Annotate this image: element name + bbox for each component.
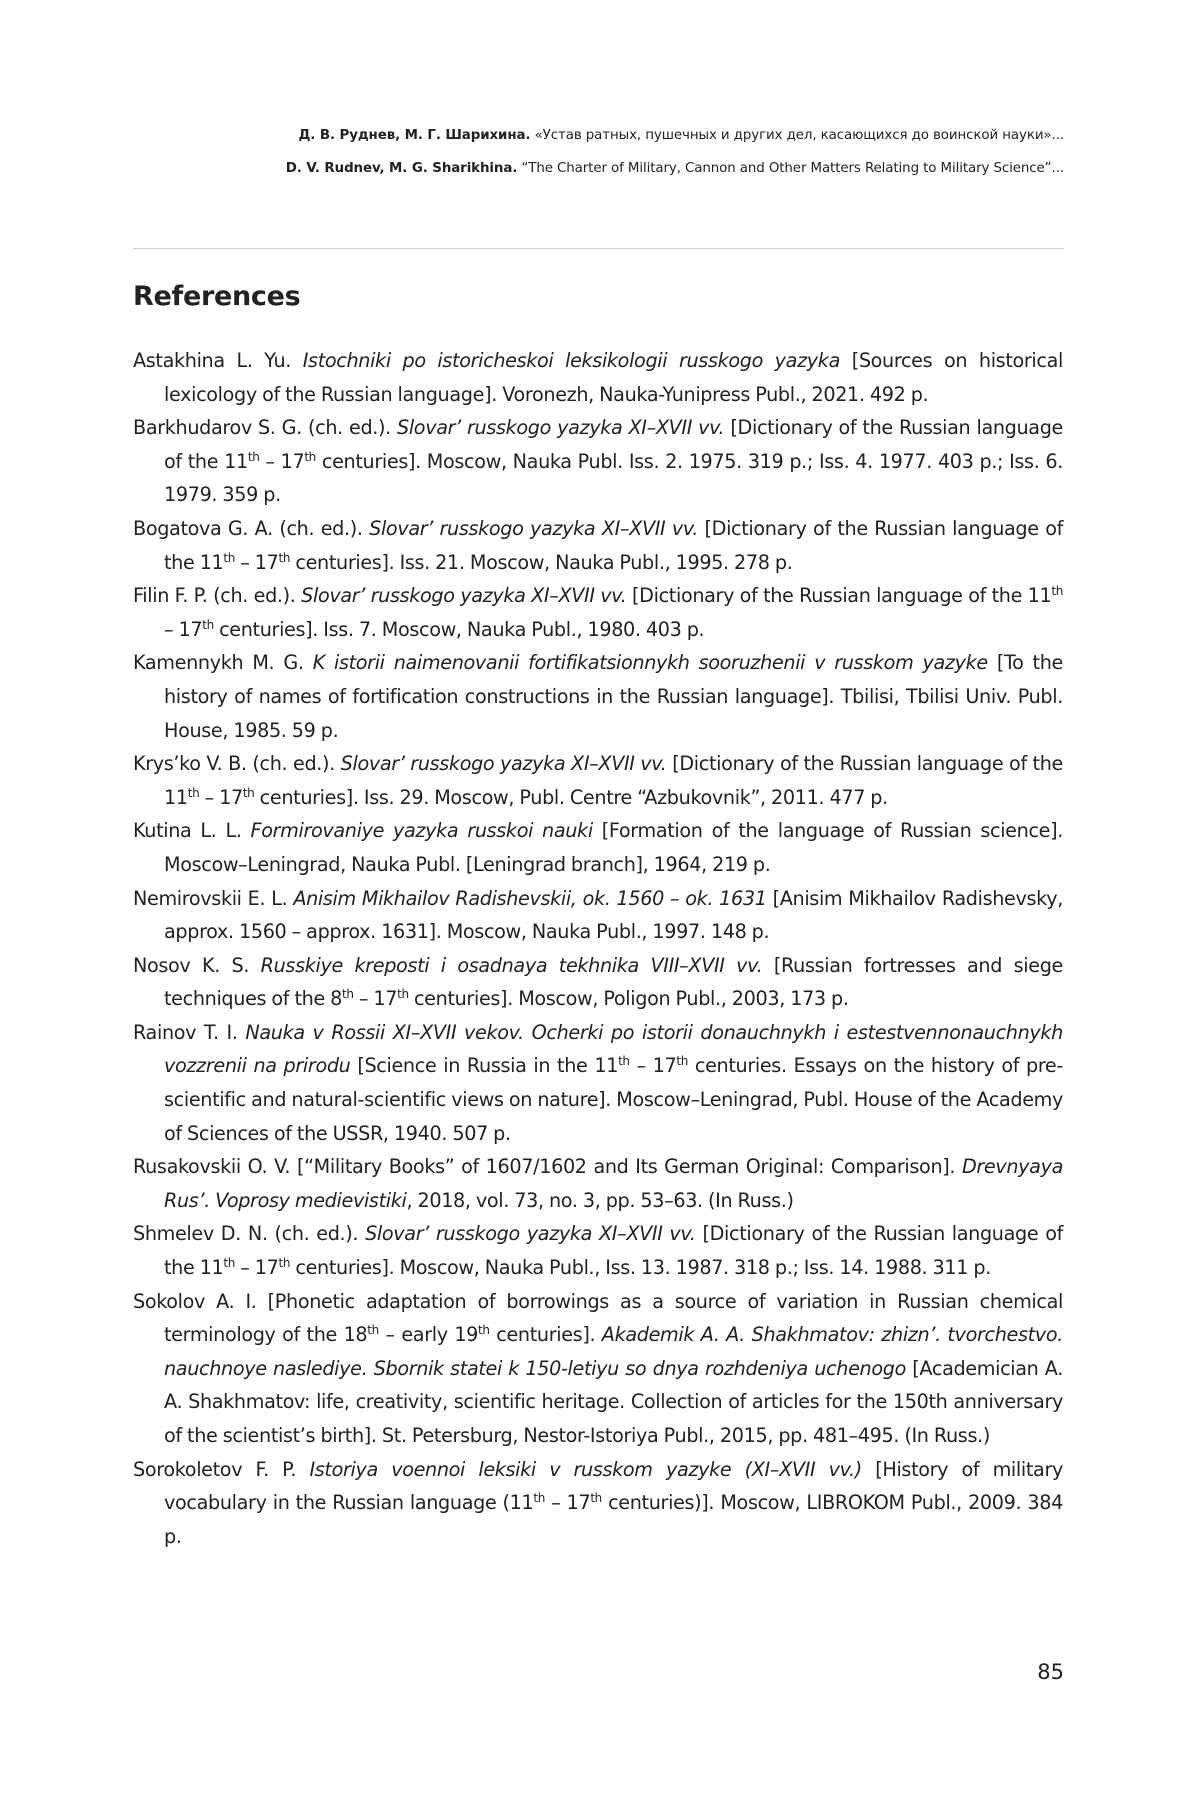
running-head-russian <box>133 126 1064 146</box>
reference-text: – 17 <box>545 1491 591 1515</box>
header-divider <box>133 248 1064 249</box>
reference-text: – 17 <box>259 449 305 473</box>
reference-text: Krys’ko V. B. (ch. ed.). <box>133 752 341 776</box>
reference-entry <box>133 814 1063 881</box>
reference-entry <box>133 1453 1063 1554</box>
reference-entry <box>133 344 1063 411</box>
reference-superscript: th <box>278 550 291 565</box>
reference-text: [Formation of the language of Russian science]. Moscow–Leningrad, Nauka Publ. [Leningrad branch], 1964, 219 p. <box>164 819 1063 876</box>
reference-entry <box>133 512 1063 579</box>
reference-entry <box>133 1217 1063 1284</box>
reference-text: – 17 <box>353 987 398 1011</box>
page-number: 85 <box>1037 1660 1064 1684</box>
reference-superscript: th <box>533 1491 546 1505</box>
reference-text: Sorokoletov F. P. <box>133 1457 310 1481</box>
reference-superscript: th <box>223 550 236 565</box>
reference-text: Kamennykh M. G. <box>133 651 313 675</box>
reference-text: Bogatova G. A. (ch. ed.). <box>133 516 370 540</box>
reference-entry <box>133 1150 1063 1217</box>
reference-text: [Dictionary of the Russian language of the 11 <box>164 416 1063 473</box>
reference-italic-title: Drevnyaya Rus’. Voprosy medievistiki <box>164 1155 1063 1212</box>
reference-superscript: th <box>242 785 255 800</box>
reference-text: centuries]. Iss. 29. Moscow, Publ. Centre “Azbukovnik”, 2011. 477 p. <box>254 785 888 809</box>
reference-text: Rainov T. I. <box>133 1020 246 1044</box>
reference-text: – 17 <box>629 1054 677 1078</box>
reference-italic-title: Formirovaniye yazyka russkoi nauki <box>250 819 593 843</box>
reference-superscript: th <box>187 785 200 800</box>
reference-text: [Dictionary of the Russian language of the 11 <box>164 1222 1063 1280</box>
running-head-en-title: “The Charter of Military, Cannon and Other Matters Relating to Military Science”... <box>521 161 1064 176</box>
running-head-en-authors: D. V. Rudnev, M. G. Sharikhina. <box>285 161 518 176</box>
reference-text: [To the history of names of fortification constructions in the Russian language]. Tbilisi, Tbilisi Univ. Publ. House, 1985. 59 p. <box>164 651 1063 742</box>
reference-entry <box>133 949 1063 1016</box>
reference-text: [Dictionary of the Russian language of the 11 <box>164 752 1064 809</box>
reference-text: [Science in Russia in the 11 <box>350 1054 619 1078</box>
reference-text: [Academician A. A. Shakhmatov: life, creativity, scientific heritage. Collection of articles for the 150th anniversary of the scientist’s birth]. St. Petersburg, Nestor-Istoriya Publ., 2015, pp. 481–495. (In Russ.) <box>164 1356 1063 1447</box>
reference-text: centuries)]. Moscow, LIBROKOM Publ., 2009. 384 p. <box>164 1491 1063 1548</box>
reference-text: centuries]. <box>489 1323 602 1347</box>
reference-italic-title: Slovar’ russkogo yazyka XI–XVII vv. <box>369 516 699 540</box>
running-head-english <box>133 159 1064 179</box>
reference-italic-title: Slovar’ russkogo yazyka XI–XVII vv. <box>301 584 627 608</box>
reference-superscript: th <box>367 1323 379 1338</box>
reference-italic-title: Russkiye kreposti i osadnaya tekhnika VIII–XVII vv. <box>260 953 763 977</box>
reference-text: [Sources on historical lexicology of the Russian language]. Voronezh, Nauka-Yunipress Publ., 2021. 492 p. <box>164 349 1064 406</box>
reference-text: Astakhina L. Yu. <box>133 349 303 372</box>
reference-superscript: th <box>590 1491 602 1505</box>
reference-text: centuries]. Moscow, Poligon Publ., 2003, 173 p. <box>408 987 849 1011</box>
reference-text: Barkhudarov S. G. (ch. ed.). <box>133 416 397 440</box>
reference-italic-title: Slovar’ russkogo yazyka XI–XVII vv. <box>365 1222 696 1246</box>
reference-superscript: th <box>202 617 214 632</box>
reference-text: – 17 <box>235 550 279 574</box>
reference-superscript: th <box>342 987 354 1002</box>
reference-italic-title: Istochniki po istoricheskoi leksikologii russkogo yazyka <box>302 349 840 372</box>
reference-text: – early 19 <box>378 1323 479 1347</box>
reference-entry <box>133 747 1063 814</box>
reference-superscript: th <box>223 1255 236 1270</box>
reference-italic-title: Akademik A. A. Shakhmatov: zhizn’. tvorchestvo. nauchnoye naslediye. Sbornik statei k 150-letiyu so dnya rozhdeniya uchenogo <box>164 1323 1063 1380</box>
reference-text: [Anisim Mikhailov Radishevsky, approx. 1560 – approx. 1631]. Moscow, Nauka Publ., 1997. 148 p. <box>164 886 1063 944</box>
references-heading: References <box>133 281 301 312</box>
reference-italic-title: Istoriya voennoi leksiki v russkom yazyke (XI–XVII vv.) <box>309 1457 862 1481</box>
reference-text: [Russian fortresses and siege techniques of the 8 <box>164 953 1063 1011</box>
reference-entry <box>133 882 1063 949</box>
reference-text: Nosov K. S. <box>133 953 261 977</box>
reference-text: , 2018, vol. 73, no. 3, pp. 53–63. (In Russ.) <box>406 1188 794 1212</box>
reference-superscript: th <box>247 449 260 464</box>
reference-text: centuries]. Moscow, Nauka Publ. Iss. 2. 1975. 319 p.; Iss. 4. 1977. 403 p.; Iss. 6. 1979. 359 p. <box>164 449 1064 507</box>
reference-text: [History of military vocabulary in the Russian language (11 <box>164 1457 1063 1515</box>
reference-entry <box>133 579 1063 646</box>
reference-superscript: th <box>1051 583 1063 598</box>
reference-text: [Dictionary of the Russian language of the 11 <box>626 584 1052 608</box>
reference-text: – 17 <box>164 617 203 641</box>
reference-text: Shmelev D. N. (ch. ed.). <box>133 1222 366 1246</box>
reference-italic-title: K istorii naimenovanii fortifikatsionnykh sooruzhenii v russkom yazyke <box>312 651 988 675</box>
reference-entry <box>133 1285 1063 1453</box>
reference-text: Sokolov A. I. [Phonetic adaptation of borrowings as a source of variation in Russian chemical terminology of the 18 <box>133 1289 1063 1347</box>
reference-text: centuries]. Iss. 7. Moscow, Nauka Publ., 1980. 403 p. <box>213 617 705 641</box>
reference-text: – 17 <box>199 785 243 809</box>
reference-text: [Dictionary of the Russian language of the 11 <box>164 516 1063 574</box>
reference-superscript: th <box>676 1054 689 1069</box>
reference-entry <box>133 411 1063 512</box>
reference-text: centuries]. Iss. 21. Moscow, Nauka Publ., 1995. 278 p. <box>290 550 793 574</box>
reference-superscript: th <box>618 1054 630 1069</box>
reference-italic-title: Slovar’ russkogo yazyka XI–XVII vv. <box>397 416 725 440</box>
running-head-ru-title: «Устав ратных, пушечных и других дел, касающихся до воинской науки»... <box>534 128 1064 143</box>
reference-text: Filin F. P. (ch. ed.). <box>133 584 302 608</box>
reference-superscript: th <box>397 987 409 1002</box>
reference-superscript: th <box>478 1323 490 1338</box>
reference-italic-title: Anisim Mikhailov Radishevskii, ok. 1560 – ok. 1631 <box>293 886 767 910</box>
reference-entry <box>133 646 1063 747</box>
reference-italic-title: Slovar’ russkogo yazyka XI–XVII vv. <box>340 752 667 776</box>
running-head-ru-authors: Д. В. Руднев, М. Г. Шарихина. <box>298 128 531 143</box>
reference-superscript: th <box>278 1255 291 1270</box>
running-head <box>133 126 1064 179</box>
reference-text: Nemirovskii E. L. <box>133 886 294 910</box>
reference-text: centuries. Essays on the history of pre-scientific and natural-scientific views on nature]. Moscow–Leningrad, Publ. House of the Academy of Sciences of the USSR, 1940. 507 p. <box>164 1054 1063 1145</box>
reference-text: centuries]. Moscow, Nauka Publ., Iss. 13. 1987. 318 p.; Iss. 14. 1988. 311 p. <box>290 1256 991 1280</box>
reference-entry <box>133 1016 1063 1150</box>
reference-text: – 17 <box>235 1256 279 1280</box>
reference-italic-title: Nauka v Rossii XI–XVII vekov. Ocherki po istorii donauchnykh i estestvennonauchnykh vozzrenii na prirodu <box>164 1020 1063 1078</box>
reference-text: Kutina L. L. <box>133 819 251 843</box>
reference-superscript: th <box>304 449 316 464</box>
references-list <box>133 344 1063 1553</box>
reference-text: Rusakovskii O. V. [“Military Books” of 1607/1602 and Its German Original: Comparison]. <box>133 1155 962 1179</box>
